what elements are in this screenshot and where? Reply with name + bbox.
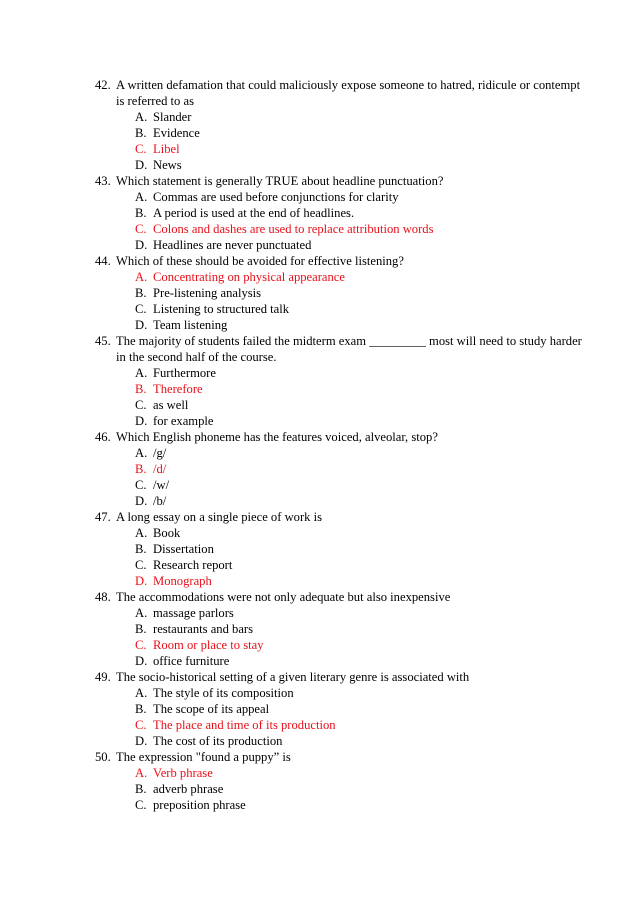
option-letter: D. [135,238,148,252]
answer-option [95,653,585,669]
question-text: The expression "found a puppy” is [116,750,291,764]
option-letter: B. [135,702,147,716]
answer-option [95,605,585,621]
answer-option [95,157,585,173]
answer-option [95,525,585,541]
option-text: Concentrating on physical appearance [153,270,345,284]
option-text: A period is used at the end of headlines. [153,206,355,220]
option-letter: B. [135,206,147,220]
option-letter: C. [135,558,147,572]
option-letter: C. [135,302,147,316]
option-letter: B. [135,782,147,796]
answer-option [95,685,585,701]
option-text: restaurants and bars [153,622,254,636]
option-text: /b/ [153,494,167,508]
option-text: massage parlors [153,606,234,620]
answer-option-correct [95,717,585,733]
option-text: Verb phrase [153,766,213,780]
answer-option-correct [95,221,585,237]
option-letter: B. [135,622,147,636]
option-letter: B. [135,286,147,300]
option-letter: B. [135,382,147,396]
option-text: Pre-listening analysis [153,286,262,300]
question-text: The accommodations were not only adequate but also inexpensive [116,590,451,604]
answer-option [95,413,585,429]
option-text: Book [153,526,181,540]
option-letter: C. [135,222,147,236]
question-block [95,509,585,589]
option-text: office furniture [153,654,230,668]
option-letter: A. [135,446,148,460]
question-block [95,77,585,173]
question-text: The socio-historical setting of a given literary genre is associated with [116,670,470,684]
question-number: 45. [95,334,111,348]
option-letter: C. [135,718,147,732]
answer-option [95,557,585,573]
answer-option [95,189,585,205]
option-text: as well [153,398,189,412]
question-block [95,589,585,669]
answer-option [95,733,585,749]
answer-option [95,109,585,125]
answer-option [95,301,585,317]
option-letter: D. [135,734,148,748]
question-stem [95,429,585,445]
option-text: Therefore [153,382,203,396]
option-letter: A. [135,526,148,540]
question-number: 43. [95,174,111,188]
option-text: /d/ [153,462,167,476]
option-letter: B. [135,462,147,476]
option-text: /w/ [153,478,170,492]
answer-option-correct [95,637,585,653]
option-letter: D. [135,654,148,668]
option-text: Listening to structured talk [153,302,290,316]
answer-option-correct [95,381,585,397]
answer-option [95,365,585,381]
question-number: 44. [95,254,111,268]
question-list [95,77,585,813]
question-stem [95,333,585,365]
option-letter: A. [135,766,148,780]
option-text: preposition phrase [153,798,246,812]
answer-option-correct [95,573,585,589]
option-text: Evidence [153,126,200,140]
question-stem [95,77,585,109]
option-letter: D. [135,414,148,428]
answer-option [95,493,585,509]
answer-option [95,397,585,413]
option-text: adverb phrase [153,782,224,796]
question-stem [95,669,585,685]
question-text: A written defamation that could maliciously expose someone to hatred, ridicule or contempt is referred to as [116,78,581,108]
question-stem [95,749,585,765]
option-text: Research report [153,558,233,572]
question-stem [95,509,585,525]
option-text: /g/ [153,446,167,460]
option-text: Room or place to stay [153,638,264,652]
question-stem [95,589,585,605]
question-number: 50. [95,750,111,764]
question-text: The majority of students failed the midterm exam _________ most will need to study harder in the second half of the course. [116,334,582,364]
option-letter: C. [135,142,147,156]
option-letter: C. [135,638,147,652]
question-text: A long essay on a single piece of work is [116,510,323,524]
option-letter: A. [135,190,148,204]
answer-option [95,445,585,461]
question-text: Which statement is generally TRUE about headline punctuation? [116,174,444,188]
answer-option [95,285,585,301]
answer-option-correct [95,765,585,781]
option-text: The scope of its appeal [153,702,270,716]
option-text: The cost of its production [153,734,283,748]
answer-option-correct [95,141,585,157]
option-letter: A. [135,366,148,380]
option-text: Furthermore [153,366,216,380]
question-text: Which English phoneme has the features voiced, alveolar, stop? [116,430,438,444]
answer-option [95,797,585,813]
option-letter: D. [135,494,148,508]
question-number: 46. [95,430,111,444]
option-letter: A. [135,686,148,700]
question-number: 49. [95,670,111,684]
option-text: Team listening [153,318,228,332]
question-stem [95,253,585,269]
question-block [95,333,585,429]
option-text: Commas are used before conjunctions for clarity [153,190,399,204]
option-text: The place and time of its production [153,718,336,732]
option-letter: D. [135,318,148,332]
option-letter: D. [135,158,148,172]
answer-option [95,781,585,797]
question-block [95,429,585,509]
answer-option [95,205,585,221]
option-letter: C. [135,398,147,412]
question-block [95,173,585,253]
answer-option-correct [95,461,585,477]
answer-option [95,125,585,141]
option-text: for example [153,414,214,428]
option-text: News [153,158,182,172]
option-text: Dissertation [153,542,214,556]
answer-option [95,701,585,717]
question-text: Which of these should be avoided for effective listening? [116,254,404,268]
question-stem [95,173,585,189]
option-letter: A. [135,110,148,124]
option-text: Libel [153,142,180,156]
option-letter: A. [135,270,148,284]
option-text: Monograph [153,574,212,588]
question-block [95,253,585,333]
question-number: 47. [95,510,111,524]
answer-option [95,621,585,637]
answer-option [95,541,585,557]
answer-option-correct [95,269,585,285]
option-letter: A. [135,606,148,620]
answer-option [95,237,585,253]
option-text: Slander [153,110,192,124]
option-letter: D. [135,574,148,588]
option-letter: C. [135,798,147,812]
option-letter: B. [135,126,147,140]
question-block [95,669,585,749]
option-letter: B. [135,542,147,556]
answer-option [95,317,585,333]
option-text: Colons and dashes are used to replace attribution words [153,222,434,236]
question-number: 42. [95,78,111,92]
option-text: Headlines are never punctuated [153,238,312,252]
answer-option [95,477,585,493]
option-letter: C. [135,478,147,492]
option-text: The style of its composition [153,686,294,700]
question-block [95,749,585,813]
question-number: 48. [95,590,111,604]
